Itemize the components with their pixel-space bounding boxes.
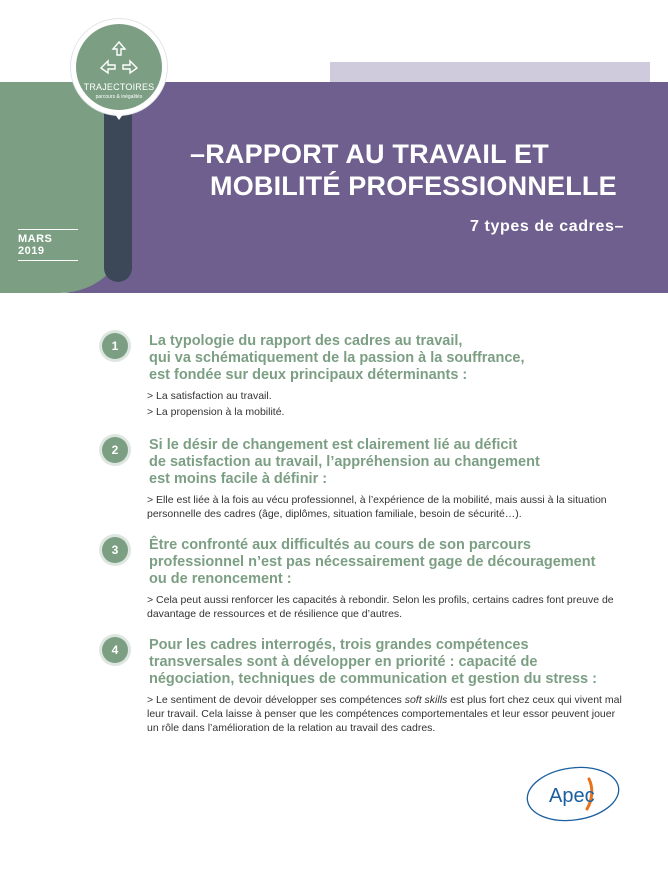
point-bullets — [147, 593, 622, 621]
date-top-rule — [18, 229, 78, 230]
point-bullets — [147, 389, 622, 419]
title-line-2: MOBILITÉ PROFESSIONNELLE — [210, 171, 617, 201]
header-banner — [0, 0, 668, 300]
point-heading — [149, 537, 622, 588]
bullet-text: > Le sentiment de devoir développer ses compétences — [147, 694, 405, 706]
bullet-item: > Cela peut aussi renforcer les capacités à rebondir. Selon les profils, certains cadres font preuve de davantage de ressources et de résilience que d’autres. — [147, 594, 614, 620]
heading-line: est fondée sur deux principaux déterminants : — [149, 367, 468, 383]
heading-line: transversales sont à développer en priorité : capacité de — [149, 654, 538, 670]
apec-logo — [525, 765, 621, 823]
key-point-1 — [102, 333, 622, 421]
key-point-3 — [102, 537, 622, 623]
heading-line: négociation, techniques de communication et gestion du stress : — [149, 671, 597, 687]
bullet-item: > Elle est liée à la fois au vécu professionnel, à l’expérience de la mobilité, mais aussi à la situation personnelle des cadres (âge, diplômes, situation familiale, besoin de sécurité…). — [147, 494, 607, 520]
point-bullets — [147, 493, 622, 521]
key-point-2 — [102, 437, 622, 523]
publication-date: MARS 2019 — [18, 233, 78, 261]
point-heading — [149, 333, 622, 384]
heading-line: Pour les cadres interrogés, trois grandes compétences — [149, 637, 529, 653]
bullet-emphasis: soft skills — [404, 694, 448, 706]
heading-line: professionnel n’est pas nécessairement gage de découragement — [149, 554, 596, 570]
point-number: 2 — [102, 437, 128, 463]
logo-text: Apec — [549, 785, 595, 807]
bullet-item — [147, 693, 622, 735]
apec-logo-icon — [525, 765, 621, 823]
point-number: 3 — [102, 537, 128, 563]
report-title — [190, 138, 617, 202]
point-number: 4 — [102, 637, 128, 663]
point-heading — [149, 637, 622, 688]
trajectoires-badge — [76, 24, 162, 110]
bullet-item: > La propension à la mobilité. — [147, 406, 285, 418]
point-number: 1 — [102, 333, 128, 359]
heading-line: Être confronté aux difficultés au cours de son parcours — [149, 537, 531, 553]
title-line-1: –RAPPORT AU TRAVAIL ET — [190, 139, 549, 169]
badge-subtitle: parcours & inégalités — [95, 94, 143, 100]
key-point-4 — [102, 637, 622, 737]
badge-title: TRAJECTOIRES — [83, 82, 155, 92]
point-heading — [149, 437, 622, 488]
heading-line: ou de renoncement : — [149, 571, 292, 587]
lavender-strip — [330, 62, 650, 82]
heading-line: La typologie du rapport des cadres au travail, — [149, 333, 463, 349]
heading-line: qui va schématiquement de la passion à la souffrance, — [149, 350, 525, 366]
bullet-text: est plus fort chez ceux qui vivent mal leur travail. Cela laisse à penser que les compétences comportementales et leur essor peuvent jouer un rôle dans l’amélioration de la relation au travail des cadres. — [147, 694, 622, 734]
point-bullets — [147, 693, 622, 735]
trajectory-arrows-icon — [99, 40, 139, 76]
heading-line: Si le désir de changement est clairement lié au déficit — [149, 437, 518, 453]
heading-line: de satisfaction au travail, l’appréhension au changement — [149, 454, 540, 470]
bullet-item: > La satisfaction au travail. — [147, 390, 272, 402]
report-subtitle: 7 types de cadres– — [470, 218, 624, 235]
heading-line: est moins facile à définir : — [149, 471, 328, 487]
